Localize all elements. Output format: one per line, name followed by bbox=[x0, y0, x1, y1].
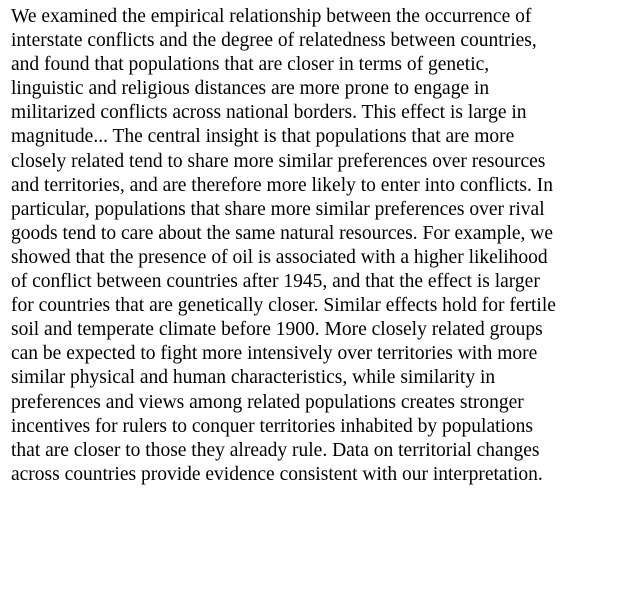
paragraph-line: We examined the empirical relationship between the occurrence of bbox=[11, 6, 532, 27]
paragraph-line: can be expected to fight more intensively over territories with more bbox=[11, 343, 538, 365]
paragraph-line: soil and temperate climate before 1900. More closely related groups bbox=[11, 319, 543, 341]
paragraph-line: incentives for rulers to conquer territories inhabited by populations bbox=[11, 415, 534, 437]
paragraph-line: interstate conflicts and the degree of relatedness between countries, bbox=[11, 30, 537, 52]
paragraph-line: for countries that are genetically closer. Similar effects hold for fertile bbox=[11, 295, 556, 317]
paragraph-line: that are closer to those they already rule. Data on territorial changes bbox=[11, 439, 540, 461]
paragraph-line: militarized conflicts across national borders. This effect is large in bbox=[11, 102, 527, 124]
paragraph-line: similar physical and human characteristics, while similarity in bbox=[11, 367, 496, 389]
body-paragraph bbox=[11, 5, 632, 487]
paragraph-line: goods tend to care about the same natural resources. For example, we bbox=[11, 222, 554, 244]
paragraph-line: magnitude... The central insight is that populations that are more bbox=[11, 126, 515, 148]
paragraph-line: preferences and views among related populations creates stronger bbox=[11, 391, 524, 413]
paragraph-line: and found that populations that are closer in terms of genetic, bbox=[11, 54, 490, 76]
paragraph-line: across countries provide evidence consistent with our interpretation. bbox=[11, 463, 543, 485]
paragraph-line: showed that the presence of oil is associated with a higher likelihood bbox=[11, 246, 548, 268]
paragraph-line: linguistic and religious distances are more prone to engage in bbox=[11, 78, 490, 100]
paragraph-line: particular, populations that share more similar preferences over rival bbox=[11, 198, 545, 220]
paragraph-line: and territories, and are therefore more likely to enter into conflicts. In bbox=[11, 174, 553, 196]
paragraph-line: of conflict between countries after 1945, and that the effect is larger bbox=[11, 271, 540, 293]
paragraph-line: closely related tend to share more similar preferences over resources bbox=[11, 150, 546, 172]
